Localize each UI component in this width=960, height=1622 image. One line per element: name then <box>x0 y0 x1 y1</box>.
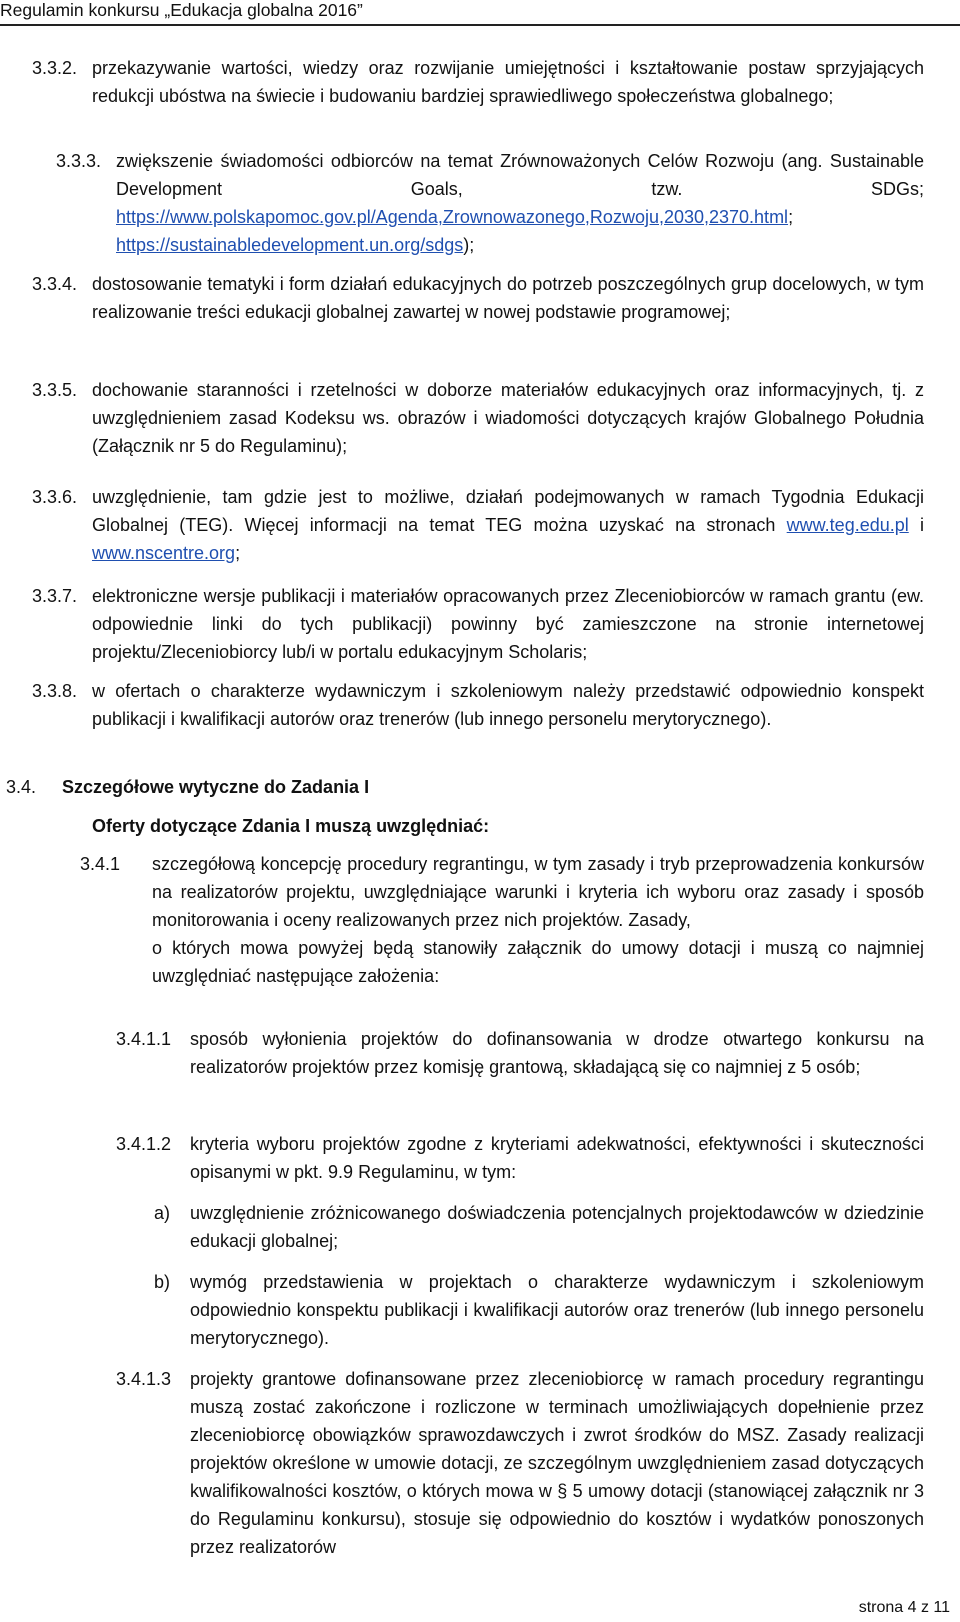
sdgs-link[interactable]: https://sustainabledevelopment.un.org/sdgs <box>116 235 464 255</box>
section-subheading: Oferty dotyczące Zdania I muszą uwzględniać: <box>92 816 490 836</box>
teg-link[interactable]: www.teg.edu.pl <box>786 515 909 535</box>
item-text <box>92 483 924 567</box>
item-text <box>116 147 924 259</box>
link-conjunction: i <box>908 515 924 535</box>
item-text-end: ; <box>235 543 241 563</box>
item-text: projekty grantowe dofinansowane przez zleceniobiorcę w ramach procedury regrantingu muszą zostać zakończone i rozliczone w terminach umożliwiających dopełnienie przez zleceniobiorcę obowiązków sprawozdawczych i zwrot środków do MSZ. Zasady realizacji projektów określone w umowie dotacji, ze szczególnym uwzględnieniem zasad dotyczących kwalifikowalności kosztów, o których mowa w § 5 umowy dotacji (stanowiącej załącznik nr 3 do Regulaminu konkursu), stosuje się odpowiednio do kosztów i wydatków ponoszonych przez realizatorów <box>190 1369 924 1557</box>
item-text: sposób wyłonienia projektów do dofinansowania w drodze otwartego konkursu na realizatorów projektów przez komisję grantową, składającą się co najmniej z 5 osób; <box>190 1029 924 1077</box>
item-text-body: zwiększenie świadomości odbiorców na temat Zrównoważonych Celów Rozwoju (ang. Sustainable Development Goals, tzw. SDGs; <box>116 151 924 199</box>
item-text-end: ); <box>463 235 475 255</box>
item-number: 3.3.2. <box>32 58 78 78</box>
link-separator: ; <box>788 207 794 227</box>
section-heading: Szczegółowe wytyczne do Zadania I <box>62 777 370 797</box>
item-number: 3.3.7. <box>32 586 78 606</box>
item-text-para-2: o których mowa powyżej będą stanowiły załącznik do umowy dotacji i muszą co najmniej uwzględniać następujące założenia: <box>152 938 924 986</box>
item-text <box>152 850 924 990</box>
item-number: 3.4.1 <box>80 854 121 874</box>
item-text: przekazywanie wartości, wiedzy oraz rozwijanie umiejętności i kształtowanie postaw sprzyjających redukcji ubóstwa na świecie i budowaniu bardziej sprawiedliwego społeczeństwa globalnego; <box>92 58 924 106</box>
item-number: 3.3.5. <box>32 380 78 400</box>
polskapomoc-link[interactable]: https://www.polskapomoc.gov.pl/Agenda,Zrownowazonego,Rozwoju,2030,2370.html <box>116 207 789 227</box>
item-text: kryteria wyboru projektów zgodne z kryteriami adekwatności, efektywności i skuteczności opisanymi w pkt. 9.9 Regulaminu, w tym: <box>190 1134 924 1182</box>
item-text: elektroniczne wersje publikacji i materiałów opracowanych przez Zleceniobiorców w ramach grantu (ew. odpowiednie linki do tych publikacji) powinny być zamieszczone na stronie internetowej projektu/Zleceniobiorcy lub/i w portalu edukacyjnym Scholaris; <box>92 586 924 662</box>
item-number: 3.3.3. <box>56 151 102 171</box>
item-number: 3.4.1.2 <box>116 1134 172 1154</box>
item-number: 3.3.6. <box>32 487 78 507</box>
nscentre-link[interactable]: www.nscentre.org <box>92 543 236 563</box>
item-number: 3.4.1.1 <box>116 1029 172 1049</box>
item-text: dostosowanie tematyki i form działań edukacyjnych do potrzeb poszczególnych grup docelowych, w tym realizowanie treści edukacji globalnej zawartej w nowej podstawie programowej; <box>92 274 924 322</box>
header-rule <box>0 24 960 26</box>
item-number: 3.3.8. <box>32 681 78 701</box>
item-letter: a) <box>154 1203 171 1223</box>
item-text-body: uwzględnienie, tam gdzie jest to możliwe, działań podejmowanych w ramach Tygodnia Edukacji Globalnej (TEG). Więcej informacji na temat TEG można uzyskać na stronach <box>92 487 924 535</box>
item-text-para-1: szczegółową koncepcję procedury regrantingu, w tym zasady i tryb przeprowadzenia konkursów na realizatorów projektu, uwzględniające warunki i kryteria ich wyboru oraz zasady i sposób monitorowania i oceny realizowanych przez nich projektów. Zasady, <box>152 854 924 930</box>
page-number: strona 4 z 11 <box>858 1599 950 1616</box>
item-text: wymóg przedstawienia w projektach o charakterze wydawniczym i szkoleniowym odpowiednio konspektu publikacji i kwalifikacji autorów oraz trenerów (lub innego personelu merytorycznego). <box>190 1272 924 1348</box>
running-header: Regulamin konkursu „Edukacja globalna 2016” <box>0 0 363 20</box>
item-text: w ofertach o charakterze wydawniczym i szkoleniowym należy przedstawić odpowiednio konspekt publikacji i kwalifikacji autorów oraz trenerów (lub innego personelu merytorycznego). <box>92 681 924 729</box>
section-number: 3.4. <box>6 777 37 797</box>
item-number: 3.3.4. <box>32 274 78 294</box>
item-text: dochowanie staranności i rzetelności w doborze materiałów edukacyjnych oraz informacyjnych, tj. z uwzględnieniem zasad Kodeksu ws. obrazów i wiadomości dotyczących krajów Globalnego Południa (Załącznik nr 5 do Regulaminu); <box>92 380 924 456</box>
item-letter: b) <box>154 1272 171 1292</box>
item-number: 3.4.1.3 <box>116 1369 172 1389</box>
item-text: uwzględnienie zróżnicowanego doświadczenia potencjalnych projektodawców w dziedzinie edukacji globalnej; <box>190 1203 924 1251</box>
